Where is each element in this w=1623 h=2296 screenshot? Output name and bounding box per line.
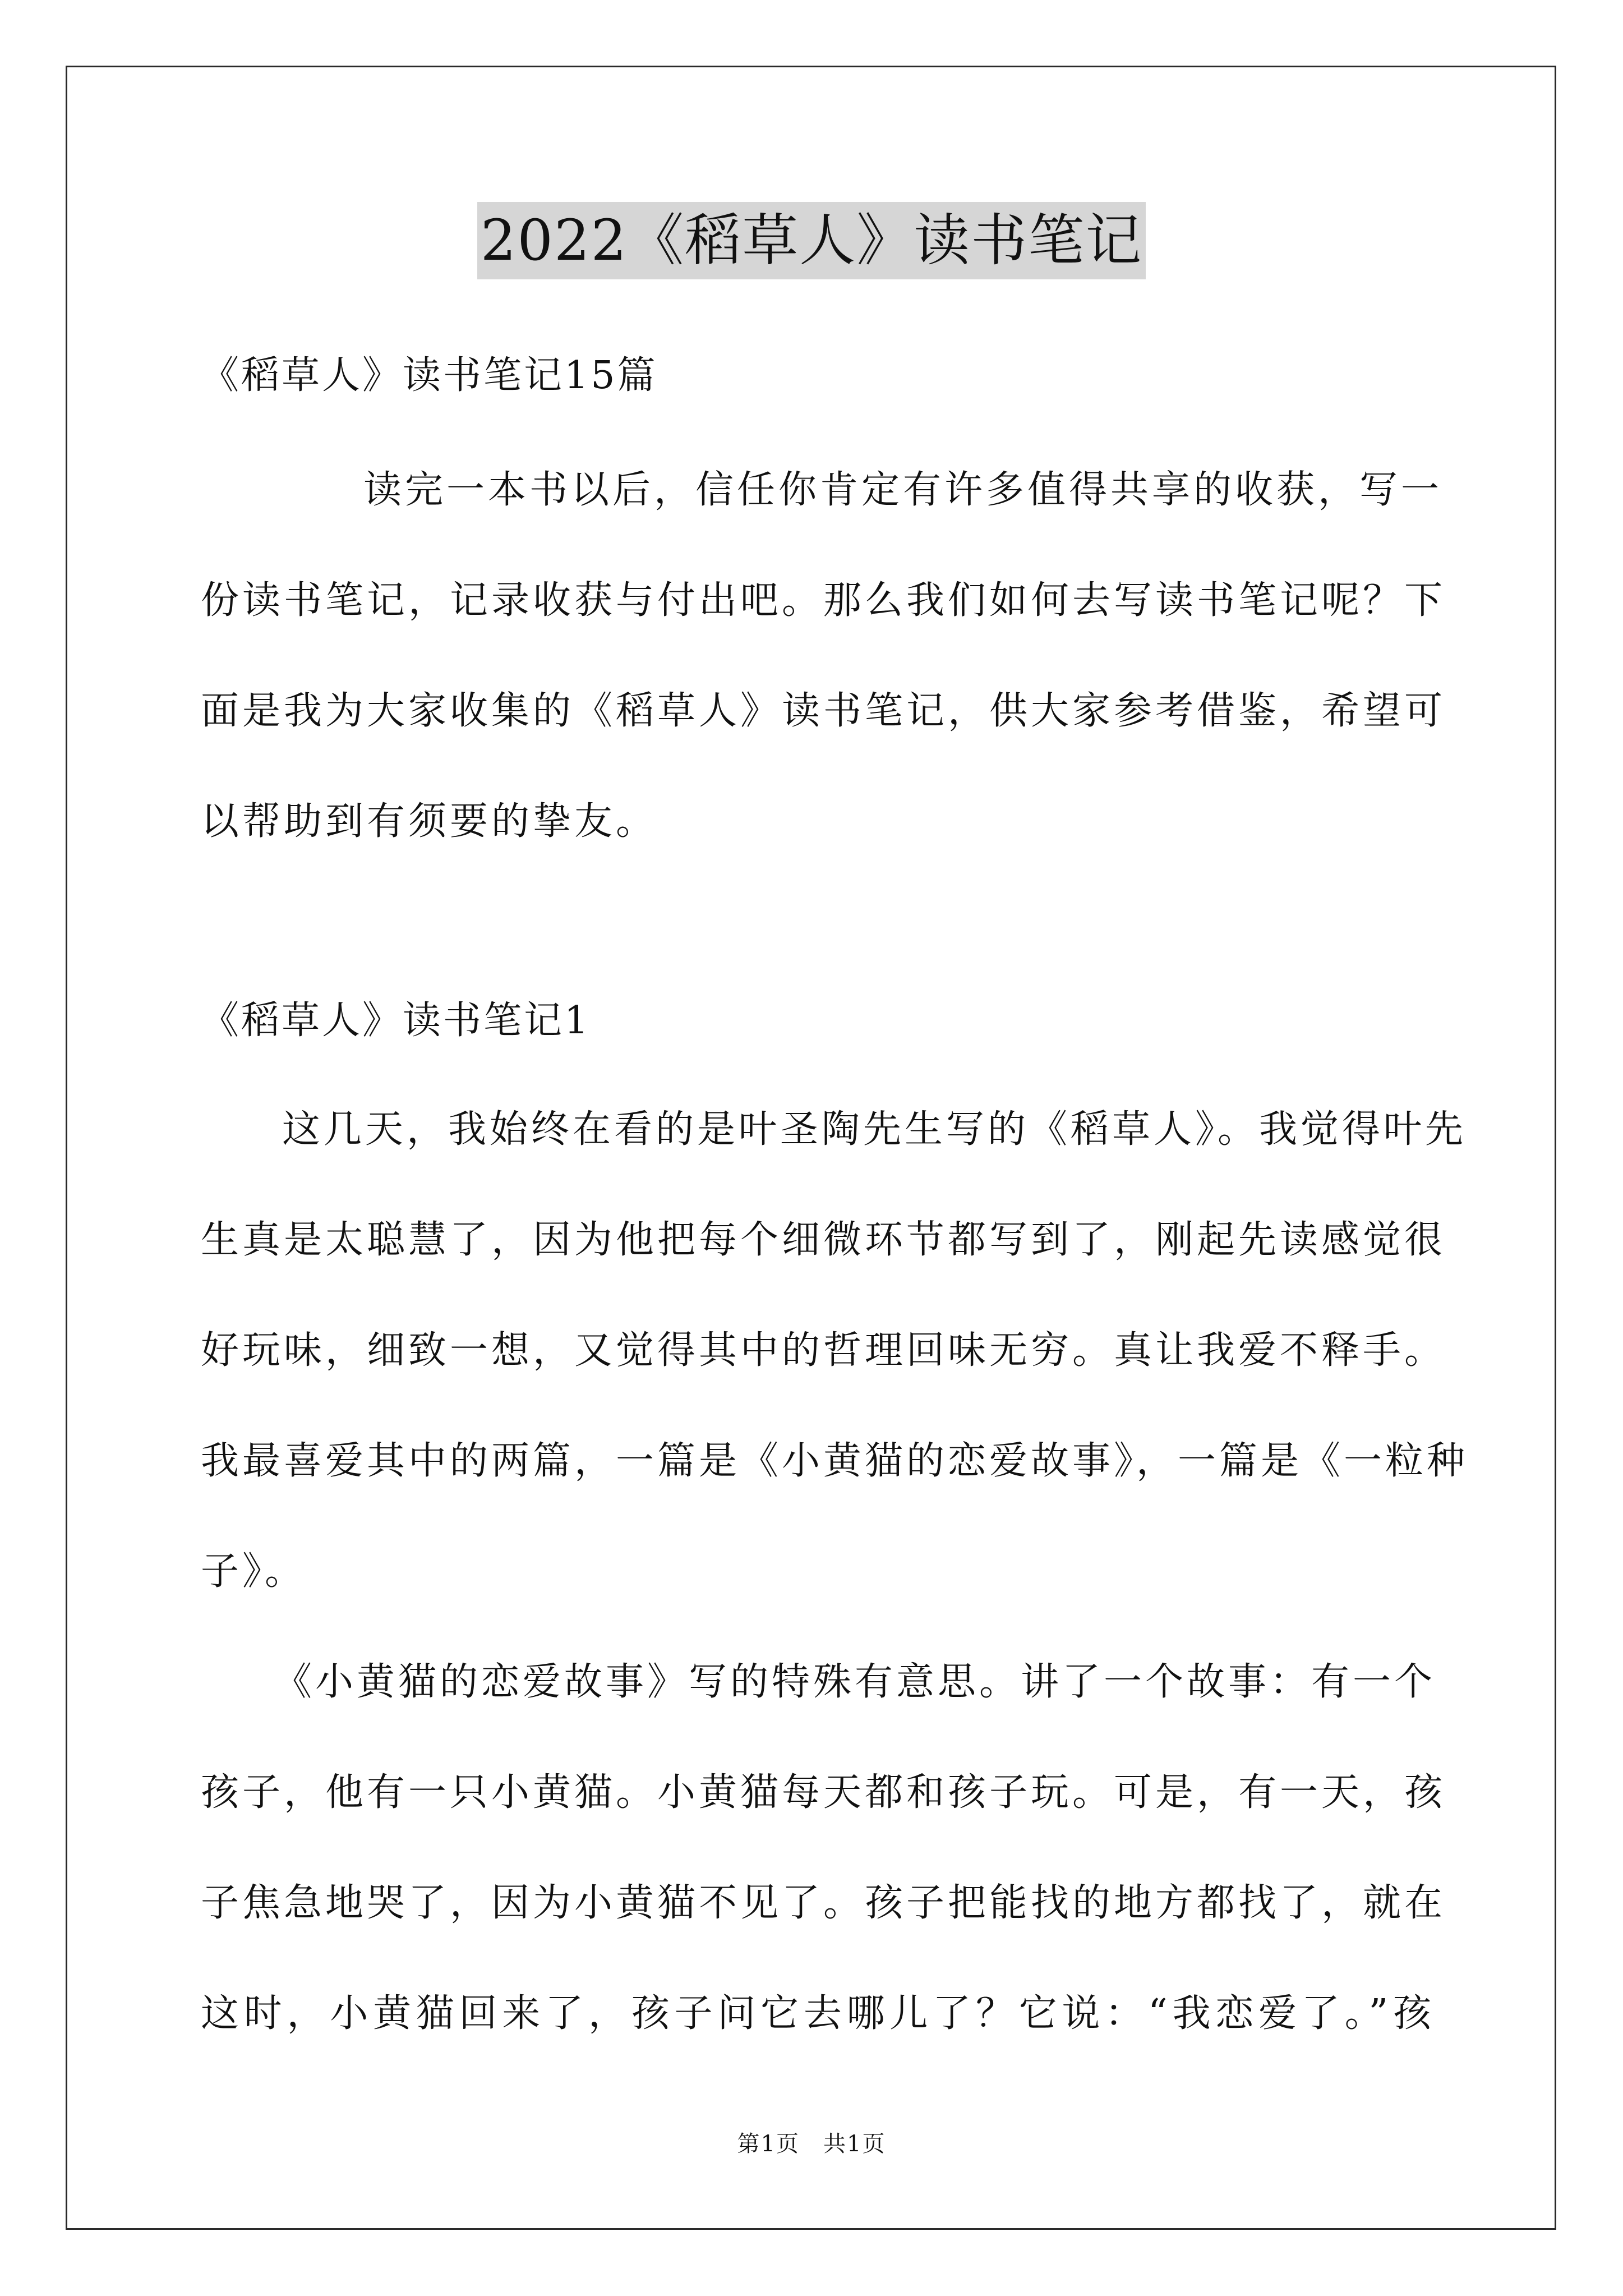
text-line: 面是我为大家收集的《稻草人》读书笔记，供大家参考借鉴，希望可	[201, 689, 1446, 733]
text-line: 我最喜爱其中的两篇，一篇是《小黄猫的恋爱故事》，一篇是《一粒种	[201, 1439, 1469, 1483]
intro-paragraph	[201, 435, 1446, 877]
text-line: 份读书笔记，记录收获与付出吧。那么我们如何去写读书笔记呢？下	[201, 578, 1446, 623]
section-heading: 《稻草人》读书笔记1	[201, 999, 591, 1043]
text-line: 生真是太聪慧了，因为他把每个细微环节都写到了，刚起先读感觉很	[201, 1218, 1446, 1262]
text-line: 孩子，他有一只小黄猫。小黄猫每天都和孩子玩。可是，有一天，孩	[201, 1770, 1446, 1815]
text-line: 以帮助到有须要的挚友。	[201, 799, 658, 844]
text-line: 读完一本书以后，信任你肯定有许多值得共享的收获，写一	[363, 468, 1443, 512]
text-line: 这几天，我始终在看的是叶圣陶先生写的《稻草人》。我觉得叶先	[282, 1107, 1467, 1152]
text-line: 子》。	[201, 1549, 307, 1594]
text-line: 这时，小黄猫回来了，孩子问它去哪儿了？它说：“我恋爱了。”孩	[201, 1991, 1435, 2036]
document-title: 2022《稻草人》读书笔记	[477, 202, 1146, 279]
text-line: 好玩味，细致一想，又觉得其中的哲理回味无穷。真让我爱不释手。	[201, 1328, 1446, 1373]
paragraph-1	[201, 1074, 1469, 1627]
text-line: 《小黄猫的恋爱故事》写的特殊有意思。讲了一个故事：有一个	[274, 1660, 1436, 1704]
paragraph-2	[201, 1627, 1446, 2069]
subtitle: 《稻草人》读书笔记15篇	[201, 353, 658, 398]
document-title-container	[0, 202, 1623, 279]
page-footer: 第1页 共1页	[737, 2131, 886, 2157]
text-line: 子焦急地哭了，因为小黄猫不见了。孩子把能找的地方都找了，就在	[201, 1881, 1446, 1925]
